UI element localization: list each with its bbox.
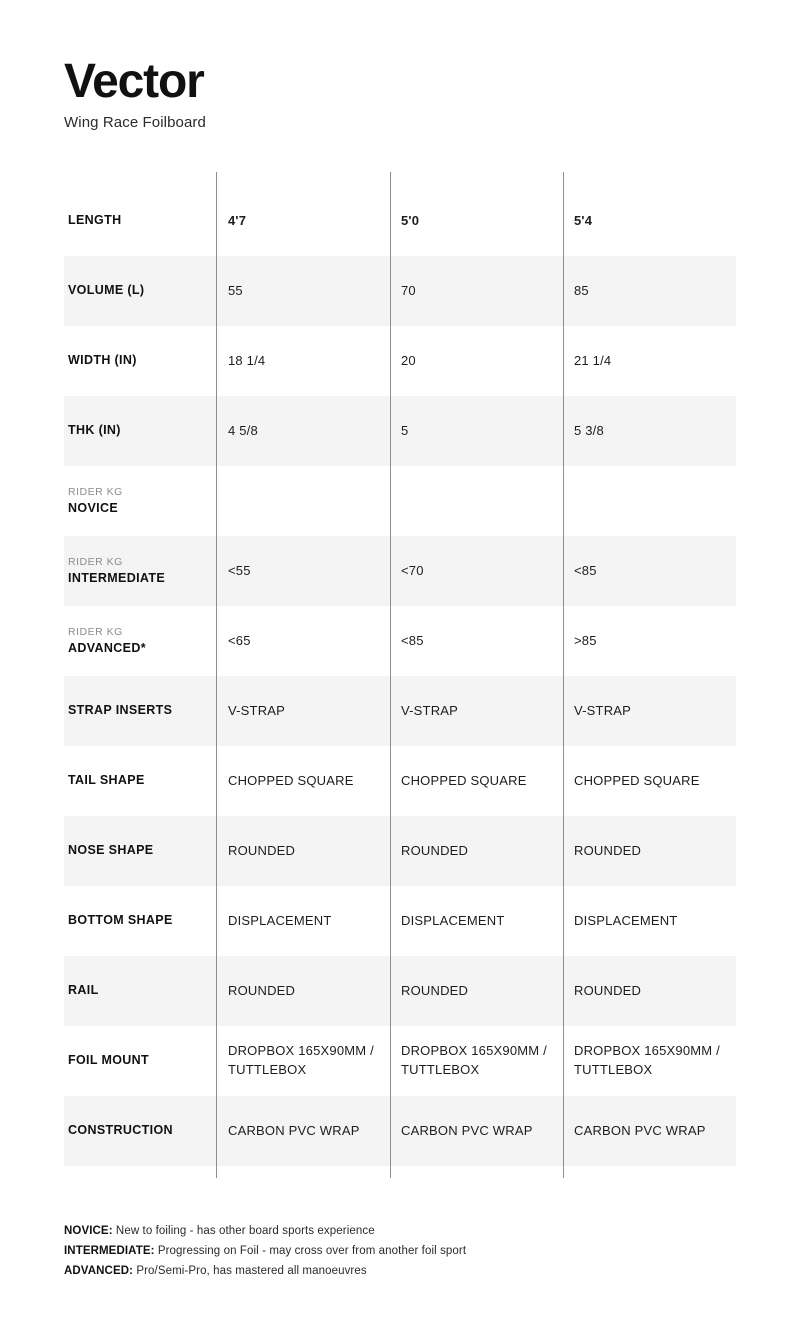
spec-table: [64, 186, 736, 1166]
footnote-line: [64, 1262, 704, 1282]
row-label-kicker: RIDER KG: [68, 555, 123, 568]
table-cell: <70: [401, 562, 424, 578]
row-label: [64, 983, 216, 999]
row-label-text: STRAP INSERTS: [68, 703, 173, 718]
table-cell: 4 5/8: [228, 422, 258, 438]
table-row: [64, 256, 736, 326]
table-cell: <85: [401, 632, 424, 648]
table-cell: DISPLACEMENT: [401, 912, 505, 928]
table-cell: DROPBOX 165X90MM / TUTTLEBOX: [574, 1043, 720, 1077]
table-cell: V-STRAP: [401, 702, 459, 718]
table-cell: CHOPPED SQUARE: [574, 772, 700, 788]
row-label: [64, 626, 216, 657]
table-row: [64, 1096, 736, 1166]
table-cell: ROUNDED: [228, 842, 296, 858]
table-cell: CARBON PVC WRAP: [228, 1122, 360, 1138]
table-row: [64, 396, 736, 466]
table-row: [64, 676, 736, 746]
row-label: [64, 556, 216, 587]
table-cell: 5'4: [574, 212, 593, 228]
row-label: [64, 843, 216, 859]
row-label: [64, 773, 216, 789]
row-label-kicker: RIDER KG: [68, 625, 123, 638]
table-cell: ROUNDED: [574, 842, 642, 858]
table-cell: CARBON PVC WRAP: [401, 1122, 533, 1138]
table-row: [64, 1026, 736, 1096]
table-cell: DROPBOX 165X90MM / TUTTLEBOX: [401, 1043, 547, 1077]
table-row: [64, 536, 736, 606]
row-label-text: INTERMEDIATE: [68, 570, 166, 585]
table-cell: 85: [574, 282, 589, 298]
row-label-kicker: RIDER KG: [68, 485, 123, 498]
footnote-line: [64, 1242, 704, 1262]
table-cell: 4'7: [228, 212, 247, 228]
row-label: [64, 353, 216, 369]
table-cell: CHOPPED SQUARE: [228, 772, 354, 788]
table-cell: V-STRAP: [574, 702, 632, 718]
row-label-text: NOSE SHAPE: [68, 843, 154, 858]
table-cell: V-STRAP: [228, 702, 286, 718]
table-cell: CHOPPED SQUARE: [401, 772, 527, 788]
table-row: [64, 956, 736, 1026]
row-label-text: FOIL MOUNT: [68, 1053, 150, 1068]
footnote-text: Progressing on Foil - may cross over from another foil sport: [154, 1244, 467, 1257]
table-cell: ROUNDED: [574, 982, 642, 998]
row-label: [64, 913, 216, 929]
row-label-text: WIDTH (IN): [68, 353, 137, 368]
row-label-text: TAIL SHAPE: [68, 773, 145, 788]
table-cell: DROPBOX 165X90MM / TUTTLEBOX: [228, 1043, 374, 1077]
table-cell: >85: [574, 632, 597, 648]
table-cell: DISPLACEMENT: [574, 912, 678, 928]
row-label: [64, 703, 216, 719]
row-label-text: ADVANCED*: [68, 640, 146, 655]
row-label-text: THK (IN): [68, 423, 121, 438]
table-cell: <85: [574, 562, 597, 578]
table-row: [64, 886, 736, 956]
table-row: [64, 606, 736, 676]
table-cell: ROUNDED: [228, 982, 296, 998]
table-cell: DISPLACEMENT: [228, 912, 332, 928]
table-cell: 20: [401, 352, 416, 368]
table-cell: 5'0: [401, 212, 420, 228]
row-label-text: CONSTRUCTION: [68, 1123, 173, 1138]
row-label: [64, 423, 216, 439]
product-header: [64, 55, 664, 131]
table-row: [64, 186, 736, 256]
row-label: [64, 486, 216, 517]
footnote-text: New to foiling - has other board sports experience: [112, 1225, 375, 1237]
row-label-text: BOTTOM SHAPE: [68, 913, 173, 928]
footnote-line: [64, 1222, 704, 1242]
row-label-text: NOVICE: [68, 500, 119, 515]
table-cell: 18 1/4: [228, 352, 266, 368]
row-label: [64, 1123, 216, 1139]
table-cell: 70: [401, 282, 416, 298]
table-cell: 55: [228, 282, 243, 298]
row-label-text: LENGTH: [68, 213, 122, 228]
table-cell: 5 3/8: [574, 422, 604, 438]
table-row: [64, 466, 736, 536]
table-cell: <65: [228, 632, 251, 648]
table-row: [64, 746, 736, 816]
table-cell: <55: [228, 562, 251, 578]
table-row: [64, 816, 736, 886]
footnote-term: INTERMEDIATE:: [64, 1244, 155, 1257]
table-cell: CARBON PVC WRAP: [574, 1122, 706, 1138]
row-label: [64, 283, 216, 299]
table-row: [64, 326, 736, 396]
table-cell: ROUNDED: [401, 982, 469, 998]
row-label-text: RAIL: [68, 983, 99, 998]
row-label-text: VOLUME (L): [68, 283, 145, 298]
page-subtitle: Wing Race Foilboard: [64, 114, 206, 131]
footnote-term: ADVANCED:: [64, 1264, 134, 1277]
row-label: [64, 1053, 216, 1069]
row-label: [64, 213, 216, 229]
table-cell: ROUNDED: [401, 842, 469, 858]
footnotes: [64, 1222, 704, 1281]
footnote-text: Pro/Semi-Pro, has mastered all manoeuvres: [133, 1264, 367, 1277]
page-title: Vector: [64, 55, 204, 108]
footnote-term: NOVICE:: [64, 1225, 113, 1237]
table-cell: 5: [401, 422, 409, 438]
table-cell: 21 1/4: [574, 352, 612, 368]
